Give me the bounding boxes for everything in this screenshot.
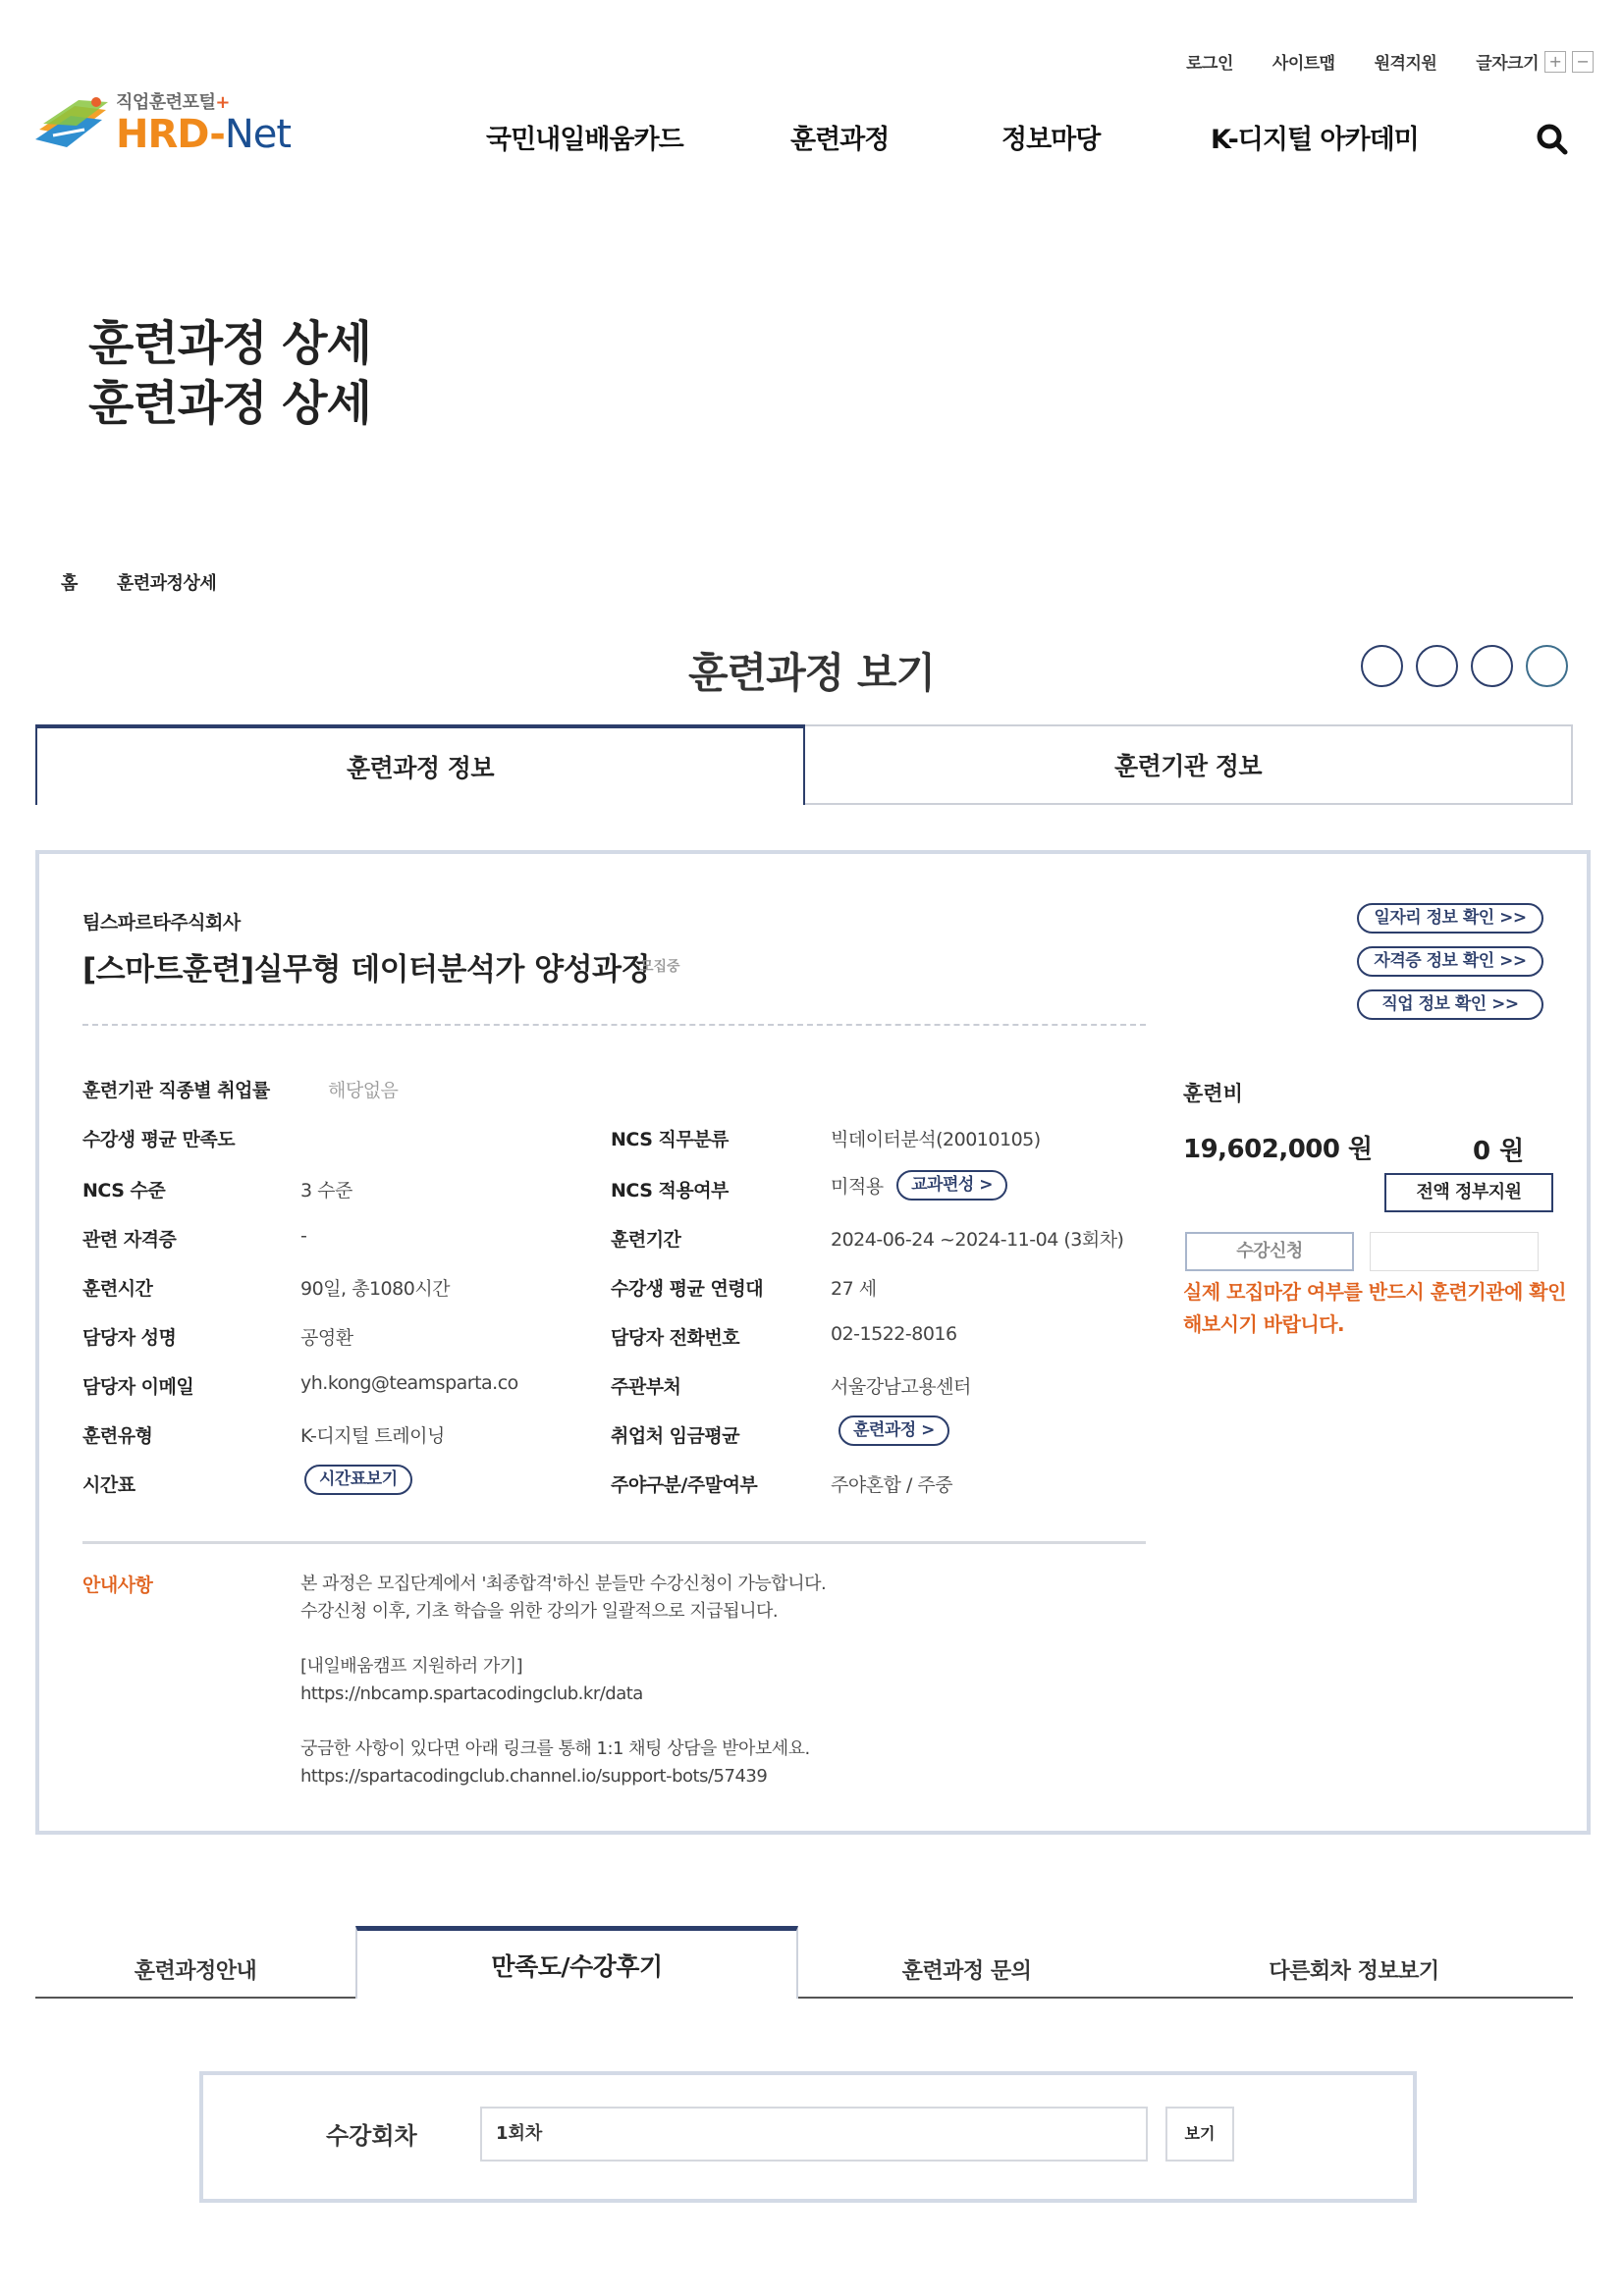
deadline-warning: 실제 모집마감 여부를 반드시 훈련기관에 확인해보시기 바랍니다. [1183,1280,1566,1336]
nav-k-digital-academy[interactable]: K-디지털 아카데미 [1211,125,1419,155]
section-title: 훈련과정 보기 [687,649,936,697]
notice-text [300,1571,1145,1790]
page-title [88,314,371,434]
manager-email-value: yh.kong@teamsparta.co [300,1372,518,1394]
logo-net: Net [224,112,292,157]
ncs-category-label: NCS 직무분류 [611,1129,729,1150]
remote-support-link[interactable]: 원격지원 [1374,54,1437,74]
tab-other-rounds[interactable]: 다른회차 정보보기 [1135,1942,1573,1999]
manager-name-label: 담당자 성명 [82,1327,177,1349]
notice-line: 궁금한 사항이 있다면 아래 링크를 통해 1:1 채팅 상담을 받아보세요. [300,1738,810,1759]
training-hours-label: 훈련시간 [82,1278,153,1300]
course-title: [스마트훈련]실무형 데이터분석가 양성과정 [82,952,650,988]
related-cert-label: 관련 자격증 [82,1229,177,1251]
certificate-info-link[interactable]: 자격증 정보 확인 >> [1357,946,1543,977]
share-buttons [1361,645,1568,687]
tab-course-guide[interactable]: 훈련과정안내 [35,1942,355,1999]
manager-email-label: 담당자 이메일 [82,1376,194,1398]
training-type-value: K-디지털 트레이닝 [300,1425,445,1447]
employment-rate-value: 해당없음 [328,1080,399,1101]
logo-dash: - [209,112,225,157]
avg-age-value: 27 세 [831,1278,877,1300]
page-title-line1: 훈련과정 상세 [88,316,371,371]
tab-institution-info[interactable]: 훈련기관 정보 [805,724,1573,805]
page-title-line2: 훈련과정 상세 [88,376,371,431]
nav-training-course[interactable]: 훈련과정 [790,125,890,155]
job-info-link[interactable]: 일자리 정보 확인 >> [1357,903,1543,934]
utility-bar [1186,49,1594,74]
ministry-value: 서울강남고용센터 [831,1376,971,1398]
info-link-group [1357,903,1543,1020]
ncs-category-value: 빅데이터분석(20010105) [831,1129,1041,1150]
sitemap-link[interactable]: 사이트맵 [1271,54,1335,74]
divider [82,1541,1146,1544]
apply-button[interactable]: 수강신청 [1185,1232,1354,1271]
course-info-panel [35,850,1591,1835]
manager-phone-label: 담당자 전화번호 [611,1327,740,1349]
divider [82,1024,1146,1026]
logo-hrd: HRD [116,112,210,157]
employment-rate-row [82,1076,270,1102]
day-night-value: 주야혼합 / 주중 [831,1474,953,1496]
share-circle-4-icon[interactable] [1526,645,1568,687]
font-size-label: 글자크기 [1476,54,1539,74]
detail-tabs [35,1930,1573,1999]
training-period-value: 2024-06-24 ~2024-11-04 (3회차) [831,1229,1124,1251]
ncs-level-label: NCS 수준 [82,1180,166,1201]
notice-link[interactable]: https://spartacodingclub.channel.io/support-bots/57439 [300,1766,768,1787]
ncs-applied-value: 미적용 [831,1176,884,1198]
tab-course-inquiry[interactable]: 훈련과정 문의 [798,1942,1135,1999]
font-increase-button[interactable]: + [1544,51,1566,73]
avg-age-label: 수강생 평균 연령대 [611,1278,764,1300]
satisfaction-label: 수강생 평균 만족도 [82,1129,236,1150]
font-decrease-button[interactable]: − [1572,51,1594,73]
training-course-button[interactable]: 훈련과정 > [839,1415,949,1446]
curriculum-button[interactable]: 교과편성 > [896,1170,1007,1201]
info-tabs [35,724,1573,805]
fee-amount: 19,602,000 원 [1183,1135,1373,1164]
employment-rate-label: 훈련기관 직종별 취업률 [82,1080,270,1101]
timetable-button[interactable]: 시간표보기 [304,1465,412,1495]
ncs-level-value: 3 수준 [300,1180,352,1201]
view-button[interactable]: 보기 [1165,2107,1234,2162]
notice-label: 안내사항 [82,1575,153,1596]
day-night-label: 주야구분/주말여부 [611,1474,758,1496]
self-pay-amount: 0 원 [1473,1137,1525,1166]
gov-support-badge: 전액 정부지원 [1384,1173,1553,1212]
logo-plus: + [215,92,230,113]
timetable-label: 시간표 [82,1474,135,1496]
notice-link[interactable]: https://nbcamp.spartacodingclub.kr/data [300,1683,643,1704]
notice-line: [내일배움캠프 지원하러 가기] [300,1656,523,1677]
search-icon[interactable] [1535,122,1570,157]
tab-course-info[interactable]: 훈련과정 정보 [35,724,805,805]
avg-wage-label: 취업처 임금평균 [611,1425,740,1447]
breadcrumb-home[interactable]: 홈 [61,573,78,594]
manager-phone-value: 02-1522-8016 [831,1323,957,1345]
tab-satisfaction-review[interactable]: 만족도/수강후기 [355,1926,798,1999]
status-badge: 모집중 [640,959,680,975]
breadcrumb-current: 훈련과정상세 [116,573,217,594]
related-cert-value: - [300,1225,307,1247]
notice-line: 수강신청 이후, 기초 학습을 위한 강의가 일괄적으로 지급됩니다. [300,1601,779,1622]
ministry-label: 주관부처 [611,1376,681,1398]
main-nav [486,118,1456,156]
training-type-label: 훈련유형 [82,1425,153,1447]
nav-national-card[interactable]: 국민내일배움카드 [486,125,683,155]
ncs-applied-label: NCS 적용여부 [611,1180,729,1201]
logo-subtitle: 직업훈련포털 [116,92,216,113]
secondary-button[interactable] [1370,1232,1539,1271]
login-link[interactable]: 로그인 [1186,54,1233,74]
font-size-control [1476,49,1594,74]
nav-info-plaza[interactable]: 정보마당 [1001,125,1101,155]
occupation-info-link[interactable]: 직업 정보 확인 >> [1357,989,1543,1020]
round-label: 수강회차 [326,2122,417,2150]
institution-name: 팀스파르타주식회사 [82,912,241,934]
site-logo[interactable] [33,88,291,155]
fee-label: 훈련비 [1183,1082,1243,1105]
share-circle-2-icon[interactable] [1416,645,1458,687]
round-select[interactable]: 1회차 [480,2107,1148,2162]
training-hours-value: 90일, 총1080시간 [300,1278,451,1300]
breadcrumb [61,569,216,595]
manager-name-value: 공영환 [300,1327,353,1349]
logo-mark-icon [33,90,112,153]
share-circle-3-icon[interactable] [1471,645,1513,687]
round-search-box [199,2071,1417,2203]
share-circle-1-icon[interactable] [1361,645,1403,687]
notice-line: 본 과정은 모집단계에서 '최종합격'하신 분들만 수강신청이 가능합니다. [300,1574,827,1594]
training-period-label: 훈련기간 [611,1229,681,1251]
